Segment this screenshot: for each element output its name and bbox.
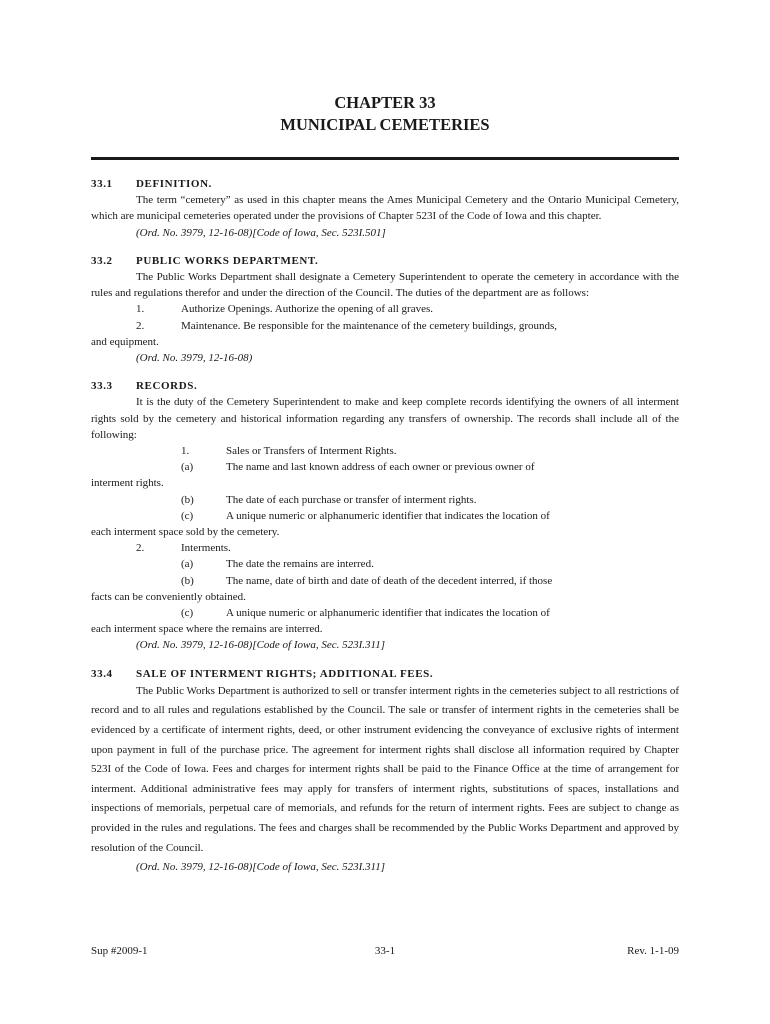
list-item-label: 2. <box>136 542 145 555</box>
list-item-continuation: and equipment. <box>91 335 159 348</box>
section-title: RECORDS. <box>136 380 198 393</box>
sub-item-text: A unique numeric or alphanumeric identifier that indicates the location of <box>226 509 550 522</box>
section-33-2 <box>91 253 679 366</box>
section-title: SALE OF INTERMENT RIGHTS; ADDITIONAL FEES. <box>136 667 434 680</box>
list-item-text: Interments. <box>181 542 231 555</box>
sub-item <box>91 556 679 572</box>
sub-item-label: (b) <box>181 574 194 587</box>
chapter-number: CHAPTER 33 <box>334 93 436 112</box>
section-heading <box>91 666 679 682</box>
section-citation: (Ord. No. 3979, 12-16-08)[Code of Iowa, Sec. 523I.311] <box>136 861 386 874</box>
sub-item-text: The date of each purchase or transfer of interment rights. <box>226 493 477 506</box>
section-heading <box>91 253 679 269</box>
sub-item <box>91 492 679 508</box>
sub-item-text: A unique numeric or alphanumeric identifier that indicates the location of <box>226 607 550 620</box>
section-33-1 <box>91 176 679 241</box>
sub-item-continuation: each interment space where the remains are interred. <box>91 623 323 636</box>
header-divider <box>91 157 679 160</box>
section-citation: (Ord. No. 3979, 12-16-08)[Code of Iowa, Sec. 523I.311] <box>136 639 386 652</box>
sub-item-text: The date the remains are interred. <box>226 558 374 571</box>
sub-item <box>91 573 679 589</box>
list-item-label: 1. <box>136 303 145 316</box>
sub-item-label: (b) <box>181 493 194 506</box>
section-citation: (Ord. No. 3979, 12-16-08)[Code of Iowa, Sec. 523I.501] <box>136 226 386 239</box>
section-title: PUBLIC WORKS DEPARTMENT. <box>136 254 319 267</box>
sub-item-text: The name, date of birth and date of death of the decedent interred, if those <box>226 574 553 587</box>
list-item-text: Maintenance. Be responsible for the maintenance of the cemetery buildings, grounds, <box>181 319 558 332</box>
section-heading <box>91 176 679 192</box>
list-item <box>91 301 679 317</box>
section-heading <box>91 378 679 394</box>
list-item <box>91 318 679 334</box>
section-citation: (Ord. No. 3979, 12-16-08) <box>136 352 253 365</box>
sub-item <box>91 605 679 621</box>
section-paragraph: The Public Works Department shall designate a Cemetery Superintendent to operate the cemetery in accordance with the rules and regulations therefor and under the direction of the Council. The duties of the department are as follows: <box>91 271 679 300</box>
section-number: 33.3 <box>91 380 113 393</box>
document-body <box>91 176 679 878</box>
page-footer <box>91 945 679 961</box>
list-item-label: 2. <box>136 319 145 332</box>
sub-item-label: (c) <box>181 607 194 620</box>
list-item <box>91 443 679 459</box>
revision-date: Rev. 1-1-09 <box>627 945 679 957</box>
sub-item-continuation: interment rights. <box>91 477 164 490</box>
list-item-text: Sales or Transfers of Interment Rights. <box>226 445 397 458</box>
list-item <box>91 540 679 556</box>
section-33-3 <box>91 378 679 653</box>
sub-item-label: (a) <box>181 558 194 571</box>
chapter-title: MUNICIPAL CEMETERIES <box>280 115 490 134</box>
section-number: 33.1 <box>91 178 113 190</box>
section-paragraph: It is the duty of the Cemetery Superintendent to make and keep complete records identifying the owners of all interment rights sold by the cemetery and historical information regarding any transfers of ownership. The records shall include all of the following: <box>91 396 679 441</box>
sub-item-label: (c) <box>181 509 194 522</box>
section-number: 33.4 <box>91 667 113 680</box>
sub-item-continuation: each interment space sold by the cemetery. <box>91 526 280 539</box>
section-title: DEFINITION. <box>136 178 212 190</box>
sub-item <box>91 459 679 475</box>
section-paragraph: The Public Works Department is authorized to sell or transfer interment rights in the cemeteries subject to all restrictions of record and to all rules and regulations established by the Council. The sale or transfer of interment rights in the cemeteries shall be evidenced by a certificate of interment rights, deed, or other instrument evidencing the conveyance of exclusive rights of interment upon payment in full of the purchase price. The agreement for interment rights shall disclose all information required by Chapter 523I of the Code of Iowa. Fees and charges for interment rights shall be paid to the Finance Office at the time of arrangement for interment. Additional administrative fees may apply for transfers of interment rights, substitutions of spaces, installations and inspections of memorials, perpetual care of memorials, and refunds for the return of interment rights. Fees are subject to change as provided in the rules and regulations. The fees and charges shall be recommended by the Public Works Department and approved by resolution of the Council. <box>91 684 679 854</box>
sub-item-label: (a) <box>181 461 194 474</box>
section-number: 33.2 <box>91 254 113 267</box>
chapter-header <box>91 92 679 136</box>
list-item-text: Authorize Openings. Authorize the opening of all graves. <box>181 303 434 316</box>
sub-item-text: The name and last known address of each owner or previous owner of <box>226 461 535 474</box>
sub-item <box>91 508 679 524</box>
section-33-4 <box>91 666 679 878</box>
supplement-number: Sup #2009-1 <box>91 945 148 957</box>
list-item-label: 1. <box>181 445 190 458</box>
page-number: 33-1 <box>374 945 396 957</box>
section-paragraph: The term “cemetery” as used in this chapter means the Ames Municipal Cemetery and the Ontario Municipal Cemetery, which are municipal cemeteries operated under the provisions of Chapter 523I of the Code of Iowa and this chapter. <box>91 194 679 223</box>
sub-item-continuation: facts can be conveniently obtained. <box>91 590 246 603</box>
